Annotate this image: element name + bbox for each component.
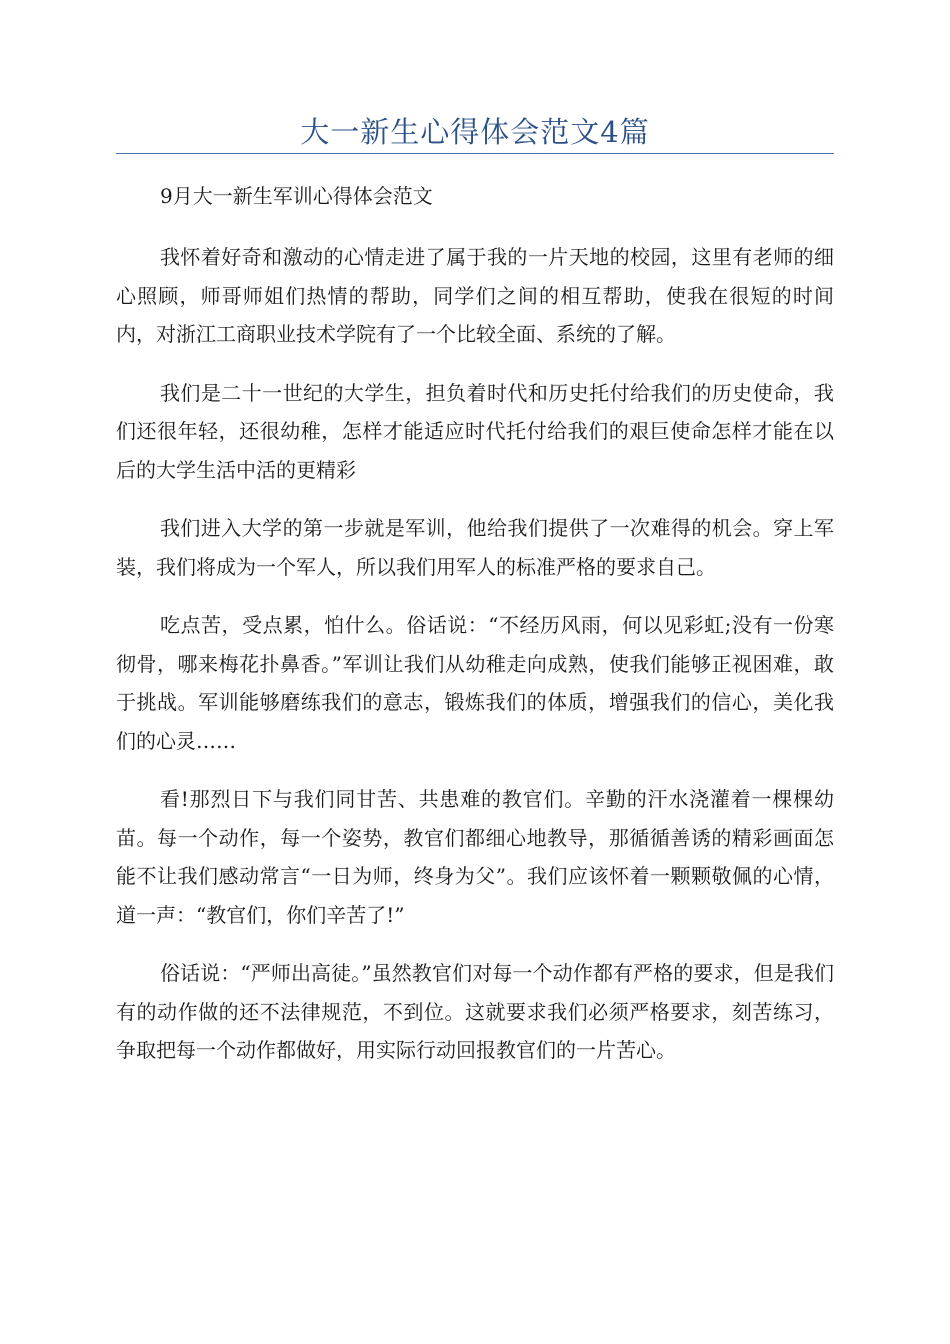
title-underline xyxy=(116,153,834,154)
paragraph-5: 看!那烈日下与我们同甘苦、共患难的教官们。辛勤的汗水浇灌着一棵棵幼苗。每一个动作，每一个姿势，教官们都细心地教导，那循循善诱的精彩画面怎能不让我们感动常言“一日为师，终身为父”。我们应该怀着一颗颗敬佩的心情，道一声：“教官们，你们辛苦了!” xyxy=(116,787,834,927)
paragraph-6: 俗话说：“严师出高徒。”虽然教官们对每一个动作都有严格的要求，但是我们有的动作做的还不法律规范，不到位。这就要求我们必须严格要求，刻苦练习，争取把每一个动作都做好，用实际行动回报教官们的一片苦心。 xyxy=(116,961,834,1062)
section-heading: 9月大一新生军训心得体会范文 xyxy=(160,184,433,208)
paragraph-1: 我怀着好奇和激动的心情走进了属于我的一片天地的校园，这里有老师的细心照顾，师哥师姐们热情的帮助，同学们之间的相互帮助，使我在很短的时间内，对浙江工商职业技术学院有了一个比较全面、系统的了解。 xyxy=(116,245,834,346)
paragraph-3: 我们进入大学的第一步就是军训，他给我们提供了一次难得的机会。穿上军装，我们将成为一个军人，所以我们用军人的标准严格的要求自己。 xyxy=(116,516,834,579)
document-body xyxy=(116,176,834,1090)
document-title: 大一新生心得体会范文4篇 xyxy=(300,115,650,149)
paragraph-4: 吃点苦，受点累，怕什么。俗话说：“不经历风雨，何以见彩虹;没有一份寒彻骨，哪来梅花扑鼻香。”军训让我们从幼稚走向成熟，使我们能够正视困难，敢于挑战。军训能够磨练我们的意志，锻炼我们的体质，增强我们的信心，美化我们的心灵…… xyxy=(116,613,834,753)
paragraph-2: 我们是二十一世纪的大学生，担负着时代和历史托付给我们的历史使命，我们还很年轻，还很幼稚，怎样才能适应时代托付给我们的艰巨使命怎样才能在以后的大学生活中活的更精彩 xyxy=(116,380,834,482)
